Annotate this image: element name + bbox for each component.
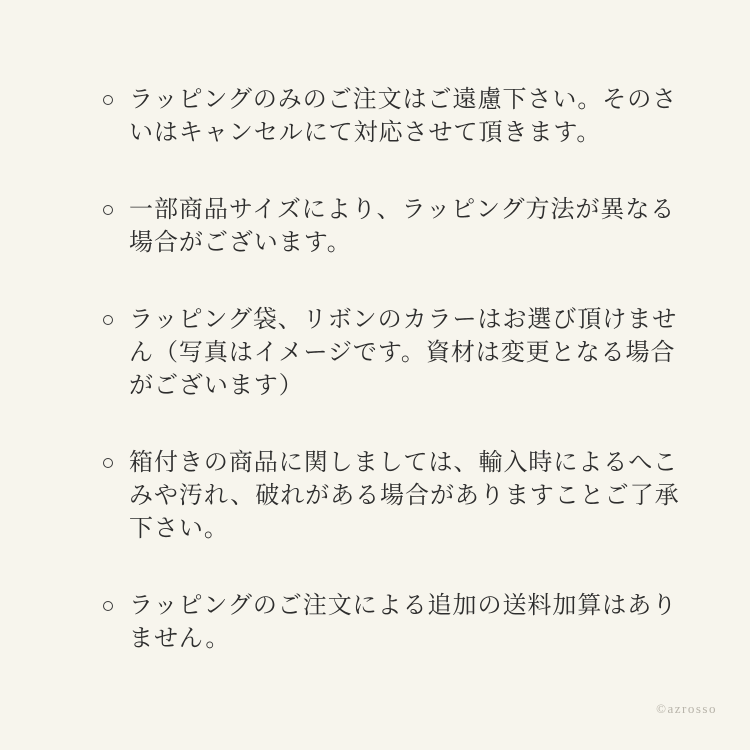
circle-bullet-icon [103, 601, 113, 611]
note-line: みや汚れ、破れがある場合がありますことご了承 [129, 483, 680, 509]
circle-bullet-icon [103, 315, 113, 325]
note-line: 下さい。 [129, 516, 229, 542]
note-line: 一部商品サイズにより、ラッピング方法が異なる [129, 197, 676, 223]
note-item-box-condition [103, 447, 680, 546]
notes-list [103, 84, 680, 700]
note-line: ラッピングのみのご注文はご遠慮下さい。そのさ [129, 87, 678, 113]
note-line: ん（写真はイメージです。資材は変更となる場合 [129, 340, 676, 366]
note-line: ません。 [129, 626, 231, 652]
note-item-wrapping-only [103, 84, 678, 150]
note-line: 箱付きの商品に関しましては、輸入時によるへこ [129, 450, 679, 476]
note-text [129, 447, 680, 546]
note-line: 場合がございます。 [129, 230, 352, 256]
note-line: がございます） [129, 373, 304, 399]
watermark-credit: ©azrosso [656, 701, 717, 716]
note-line: いはキャンセルにて対応させて頂きます。 [129, 120, 602, 146]
note-line: ラッピング袋、リボンのカラーはお選び頂けませ [129, 307, 678, 333]
note-item-no-extra-shipping [103, 590, 678, 656]
note-line: ラッピングのご注文による追加の送料加算はあり [129, 593, 678, 619]
circle-bullet-icon [103, 205, 113, 215]
circle-bullet-icon [103, 458, 113, 468]
note-text [129, 84, 677, 150]
note-item-color-choice [103, 304, 678, 403]
note-item-size-method [103, 194, 676, 260]
circle-bullet-icon [103, 95, 113, 105]
note-text [129, 304, 677, 403]
note-text [129, 194, 675, 260]
note-text [129, 590, 677, 656]
